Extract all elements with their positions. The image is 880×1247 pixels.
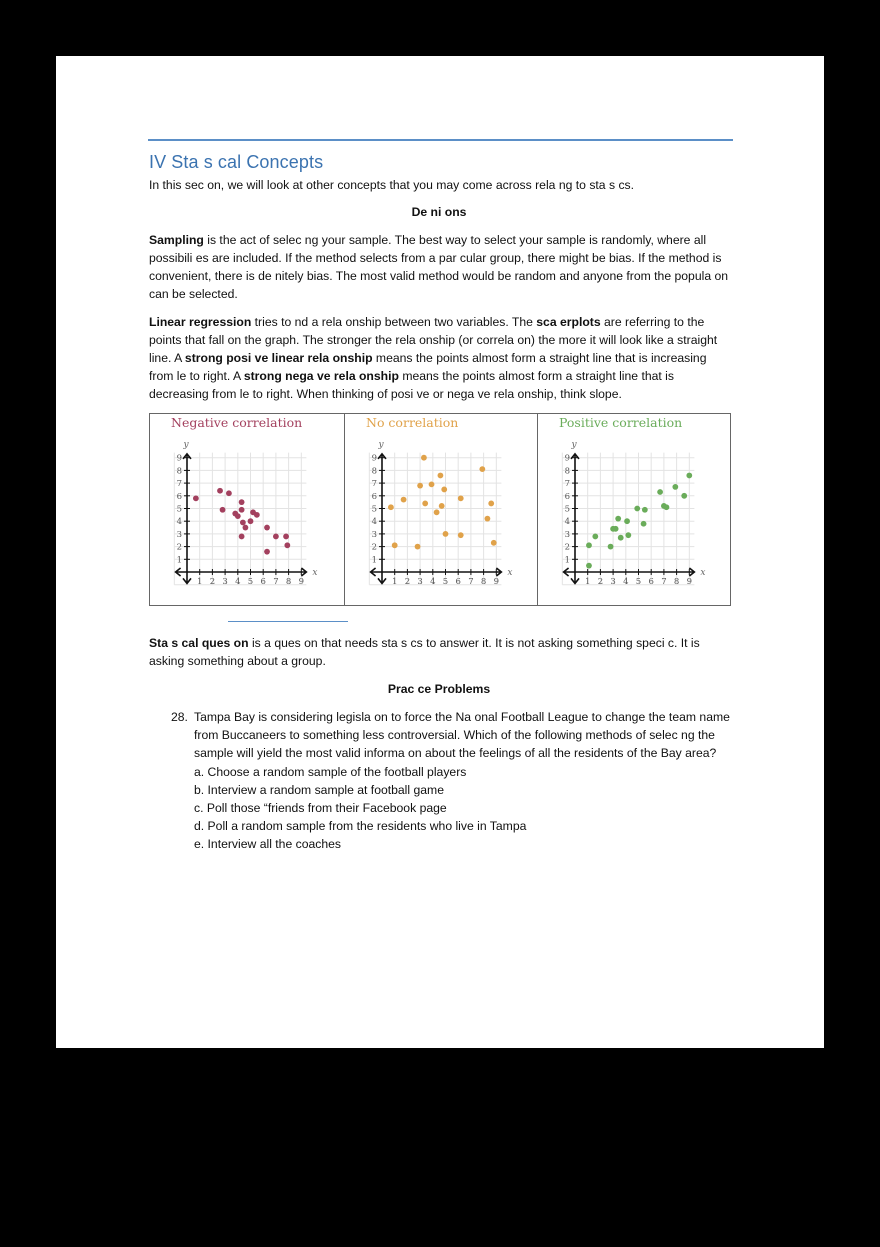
- svg-text:8: 8: [564, 466, 570, 477]
- data-point: [401, 497, 407, 503]
- paragraph-text: means the points almost form a straight line that is increasing from le to right. A: [149, 351, 707, 383]
- section-intro: In this sec on, we will look at other concepts that you may come across rela ng to sta s cs.: [149, 178, 635, 192]
- data-point: [592, 534, 598, 540]
- svg-text:8: 8: [673, 577, 680, 587]
- svg-text:3: 3: [371, 529, 377, 540]
- paragraph-text: tries to nd a rela onship between two variables. The: [251, 315, 537, 329]
- svg-text:6: 6: [455, 577, 461, 587]
- sampling-paragraph: [149, 231, 729, 303]
- positive-correlation-chart: [538, 414, 731, 605]
- svg-text:x: x: [700, 568, 706, 578]
- svg-text:4: 4: [176, 517, 182, 528]
- data-point: [664, 504, 670, 510]
- svg-text:2: 2: [564, 542, 570, 553]
- data-point: [243, 525, 249, 531]
- practice-problems-heading: Prac ce Problems: [387, 682, 491, 696]
- svg-text:9: 9: [176, 453, 182, 464]
- data-point: [193, 495, 199, 501]
- answer-options: [171, 763, 731, 854]
- svg-text:9: 9: [493, 577, 500, 587]
- data-point: [443, 531, 449, 537]
- statistical-question-text: is a ques on that needs sta s cs to answer it. It is not asking something speci c. It is asking something about a group.: [149, 636, 700, 668]
- data-point: [488, 501, 494, 507]
- data-point: [586, 563, 592, 569]
- svg-text:6: 6: [176, 491, 182, 502]
- negative-correlation-chart: [150, 414, 344, 605]
- svg-text:1: 1: [584, 577, 591, 587]
- svg-text:7: 7: [273, 577, 279, 587]
- data-point: [226, 490, 232, 496]
- document-page: [56, 56, 824, 1048]
- data-point: [392, 542, 398, 548]
- data-point: [458, 532, 464, 538]
- svg-text:5: 5: [371, 504, 377, 515]
- data-point: [273, 534, 279, 540]
- bold-term: strong nega ve rela onship: [243, 369, 399, 383]
- svg-text:y: y: [378, 439, 384, 450]
- data-point: [429, 481, 435, 487]
- data-point: [240, 520, 246, 526]
- svg-text:7: 7: [661, 577, 667, 587]
- svg-text:6: 6: [648, 577, 654, 587]
- svg-text:x: x: [312, 568, 318, 578]
- data-point: [239, 499, 245, 505]
- sampling-term: Sampling: [149, 233, 204, 247]
- data-point: [438, 473, 444, 479]
- data-point: [283, 534, 289, 540]
- data-point: [586, 542, 592, 548]
- svg-text:2: 2: [371, 542, 377, 553]
- svg-text:1: 1: [564, 555, 570, 566]
- svg-text:8: 8: [176, 466, 182, 477]
- svg-text:2: 2: [176, 542, 182, 553]
- svg-text:1: 1: [176, 555, 182, 566]
- svg-text:1: 1: [196, 577, 203, 587]
- paragraph-text: means the points almost form a straight line that is decreasing from le to right. When thinking of posi ve or nega ve rela onship, think slope.: [149, 369, 674, 401]
- svg-text:3: 3: [176, 529, 182, 540]
- answer-option: b. Interview a random sample at football game: [194, 782, 444, 797]
- data-point: [613, 526, 619, 532]
- scatter-plot: [538, 414, 731, 605]
- separator-rule: [228, 621, 348, 622]
- data-point: [264, 549, 270, 555]
- svg-text:9: 9: [298, 577, 305, 587]
- svg-text:7: 7: [564, 479, 570, 490]
- data-point: [634, 506, 640, 512]
- answer-option: e. Interview all the coaches: [194, 837, 342, 852]
- svg-text:4: 4: [623, 577, 629, 587]
- svg-text:4: 4: [371, 517, 377, 528]
- svg-text:7: 7: [468, 577, 474, 587]
- data-point: [491, 540, 497, 546]
- data-point: [657, 489, 663, 495]
- data-point: [479, 466, 485, 472]
- problem-text: Tampa Bay is considering legisla on to force the Na onal Football League to change the team name from Buccaneers to something less controversial. Which of the following methods of selec ng the sample will yield the most valid informa on about the feelings of all the residents of the Bay area?: [194, 710, 730, 761]
- answer-option: a. Choose a random sample of the football players: [194, 764, 467, 779]
- svg-text:5: 5: [247, 577, 254, 587]
- svg-text:7: 7: [371, 479, 377, 490]
- svg-text:1: 1: [391, 577, 398, 587]
- data-point: [642, 507, 648, 513]
- data-point: [458, 495, 464, 501]
- chart-title: Positive correlation: [559, 415, 683, 430]
- paragraph-text: are referring to the points that fall on the graph. The stronger the rela onship (or correla on) the more it will look like a straight line. A: [149, 315, 718, 365]
- svg-text:3: 3: [564, 529, 570, 540]
- bold-term: strong posi ve linear rela onship: [184, 351, 373, 365]
- svg-text:8: 8: [285, 577, 292, 587]
- svg-text:6: 6: [371, 491, 377, 502]
- definitions-heading: De ni ons: [411, 205, 467, 219]
- data-point: [235, 513, 241, 519]
- data-point: [421, 455, 427, 461]
- data-point: [686, 473, 692, 479]
- svg-text:8: 8: [480, 577, 487, 587]
- data-point: [284, 542, 290, 548]
- svg-text:5: 5: [176, 504, 182, 515]
- data-point: [441, 487, 447, 493]
- data-point: [264, 525, 270, 531]
- svg-text:9: 9: [564, 453, 570, 464]
- data-point: [485, 516, 491, 522]
- data-point: [254, 512, 260, 518]
- answer-option: c. Poll those “friends from their Facebook page: [194, 801, 447, 816]
- data-point: [681, 493, 687, 499]
- bold-term: sca erplots: [536, 315, 601, 329]
- svg-text:5: 5: [442, 577, 449, 587]
- correlation-figure: [149, 413, 731, 606]
- data-point: [248, 518, 254, 524]
- svg-text:5: 5: [635, 577, 642, 587]
- data-point: [439, 503, 445, 509]
- problem-number: 28.: [171, 710, 188, 724]
- data-point: [217, 488, 223, 494]
- section-top-rule: [148, 139, 733, 141]
- data-point: [624, 518, 630, 524]
- svg-text:9: 9: [371, 453, 377, 464]
- no-correlation-chart: [345, 414, 538, 605]
- svg-text:3: 3: [222, 577, 228, 587]
- data-point: [239, 507, 245, 513]
- data-point: [615, 516, 621, 522]
- data-point: [415, 544, 421, 550]
- svg-text:y: y: [571, 439, 577, 450]
- svg-text:2: 2: [209, 577, 216, 587]
- svg-text:2: 2: [597, 577, 604, 587]
- data-point: [434, 509, 440, 515]
- answer-option: d. Poll a random sample from the residents who live in Tampa: [194, 819, 527, 834]
- linear-regression-paragraph: [149, 313, 729, 403]
- svg-text:4: 4: [235, 577, 241, 587]
- data-point: [608, 544, 614, 550]
- data-point: [388, 504, 394, 510]
- statistical-question-term: Sta s cal ques on: [149, 636, 249, 650]
- svg-text:5: 5: [564, 504, 570, 515]
- statistical-question-paragraph: [149, 634, 729, 670]
- data-point: [618, 535, 624, 541]
- svg-text:9: 9: [686, 577, 693, 587]
- chart-title: Negative correlation: [171, 415, 303, 430]
- svg-text:6: 6: [564, 491, 570, 502]
- section-title: IV Sta s cal Concepts: [149, 152, 324, 172]
- svg-text:x: x: [507, 568, 513, 578]
- scatter-plot: [150, 414, 343, 605]
- chart-title: No correlation: [366, 415, 459, 430]
- problem-28: [171, 708, 731, 854]
- data-point: [625, 532, 631, 538]
- bold-term: Linear regression: [149, 315, 252, 329]
- data-point: [422, 501, 428, 507]
- svg-text:2: 2: [404, 577, 411, 587]
- data-point: [672, 484, 678, 490]
- data-point: [220, 507, 226, 513]
- svg-text:7: 7: [176, 479, 182, 490]
- data-point: [641, 521, 647, 527]
- svg-text:y: y: [183, 439, 189, 450]
- svg-text:3: 3: [610, 577, 616, 587]
- svg-text:1: 1: [371, 555, 377, 566]
- sampling-text: is the act of selec ng your sample. The best way to select your sample is randomly, where all possibili es are included. If the method selects from a par cular group, there might be bias. If the method is convenient, there is de nitely bias. The most valid method would be random and anyone from the popula on can be selected.: [149, 233, 729, 301]
- data-point: [417, 483, 423, 489]
- svg-text:6: 6: [260, 577, 266, 587]
- svg-text:4: 4: [430, 577, 436, 587]
- svg-text:4: 4: [564, 517, 570, 528]
- svg-text:8: 8: [371, 466, 377, 477]
- scatter-plot: [345, 414, 538, 605]
- data-point: [239, 534, 245, 540]
- svg-text:3: 3: [417, 577, 423, 587]
